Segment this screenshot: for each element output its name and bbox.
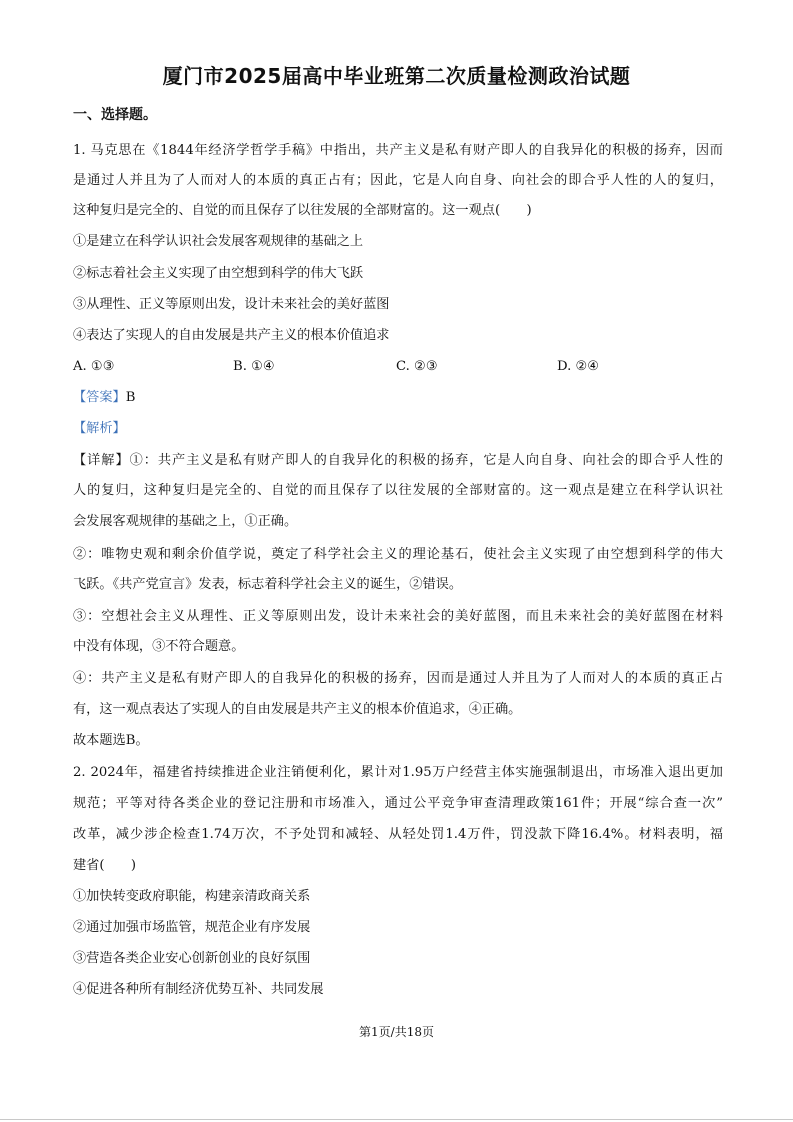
q1-statement: ③从理性、正义等原则出发，设计未来社会的美好蓝图 bbox=[73, 297, 390, 312]
q2-statement: ②通过加强市场监管，规范企业有序发展 bbox=[73, 920, 311, 935]
page-footer: 第1页/共18页 bbox=[359, 1025, 434, 1039]
q1-option-b: B. ①④ bbox=[233, 359, 275, 374]
analysis-line: 【详解】①：共产主义是私有财产即人的自我异化的积极的扬弃，它是人向自身、向社会的即合乎人性的 bbox=[73, 453, 723, 468]
q1-statement: ④表达了实现人的自由发展是共产主义的根本价值追求 bbox=[73, 328, 390, 343]
q1-stem-line: 1. 马克思在《1844年经济学哲学手稿》中指出，共产主义是私有财产即人的自我异化的积极的扬弃，因而 bbox=[73, 143, 723, 158]
analysis-line: 故本题选B。 bbox=[73, 733, 149, 748]
q1-statement: ①是建立在科学认识社会发展客观规律的基础之上 bbox=[73, 234, 364, 249]
q1-option-d: D. ②④ bbox=[557, 359, 600, 374]
q2-statement: ③营造各类企业安心创新创业的良好氛围 bbox=[73, 951, 311, 966]
bottom-divider bbox=[0, 1119, 793, 1120]
q1-option-a: A. ①③ bbox=[73, 359, 115, 374]
q1-stem-line: 这种复归是完全的、自觉的而且保存了以往发展的全部财富的。这一观点( ) bbox=[73, 203, 532, 218]
q1-answer-row bbox=[73, 388, 723, 408]
q2-statement: ①加快转变政府职能，构建亲清政商关系 bbox=[73, 889, 311, 904]
analysis-line: 会发展客观规律的基础之上，①正确。 bbox=[73, 514, 298, 529]
analysis-line: 人的复归，这种复归是完全的、自觉的而且保存了以往发展的全部财富的。这一观点是建立在科学认识社 bbox=[73, 483, 723, 498]
section-heading: 一、选择题。 bbox=[73, 107, 157, 123]
q2-stem-line: 改革，减少涉企检查1.74万次，不予处罚和减轻、从轻处罚1.4万件，罚没款下降16.4%。材料表明，福 bbox=[73, 827, 723, 842]
analysis-line: ③：空想社会主义从理性、正义等原则出发，设计未来社会的美好蓝图，而且未来社会的美好蓝图在材料 bbox=[73, 609, 723, 624]
analysis-line: 飞跃。《共产党宣言》发表，标志着科学社会主义的诞生，②错误。 bbox=[73, 577, 463, 592]
page-title: 厦门市2025届高中毕业班第二次质量检测政治试题 bbox=[162, 64, 631, 88]
answer-label: 【答案】 bbox=[73, 390, 126, 405]
q1-statement: ②标志着社会主义实现了由空想到科学的伟大飞跃 bbox=[73, 266, 364, 281]
analysis-line: ②：唯物史观和剩余价值学说，奠定了科学社会主义的理论基石，使社会主义实现了由空想到科学的伟大 bbox=[73, 547, 723, 562]
answer-value: B bbox=[125, 390, 136, 405]
q2-statement: ④促进各种所有制经济优势互补、共同发展 bbox=[73, 982, 324, 997]
q2-stem-line: 2. 2024年，福建省持续推进企业注销便利化，累计对1.95万户经营主体实施强制退出，市场准入退出更加 bbox=[73, 765, 723, 780]
q1-option-c: C. ②③ bbox=[396, 359, 438, 374]
analysis-line: 中没有体现，③不符合题意。 bbox=[73, 639, 245, 654]
q2-stem-line: 规范；平等对待各类企业的登记注册和市场准入，通过公平竞争审查清理政策161件；开展“综合查一次” bbox=[73, 796, 723, 811]
analysis-line: ④：共产主义是私有财产即人的自我异化的积极的扬弃，因而是通过人并且为了人而对人的本质的真正占 bbox=[73, 671, 723, 686]
analysis-label: 【解析】 bbox=[73, 421, 126, 436]
q1-stem-line: 是通过人并且为了人而对人的本质的真正占有；因此，它是人向自身、向社会的即合乎人性的人的复归， bbox=[73, 173, 723, 188]
analysis-line: 有，这一观点表达了实现人的自由发展是共产主义的根本价值追求，④正确。 bbox=[73, 702, 522, 717]
q2-stem-line: 建省( ) bbox=[73, 858, 137, 873]
